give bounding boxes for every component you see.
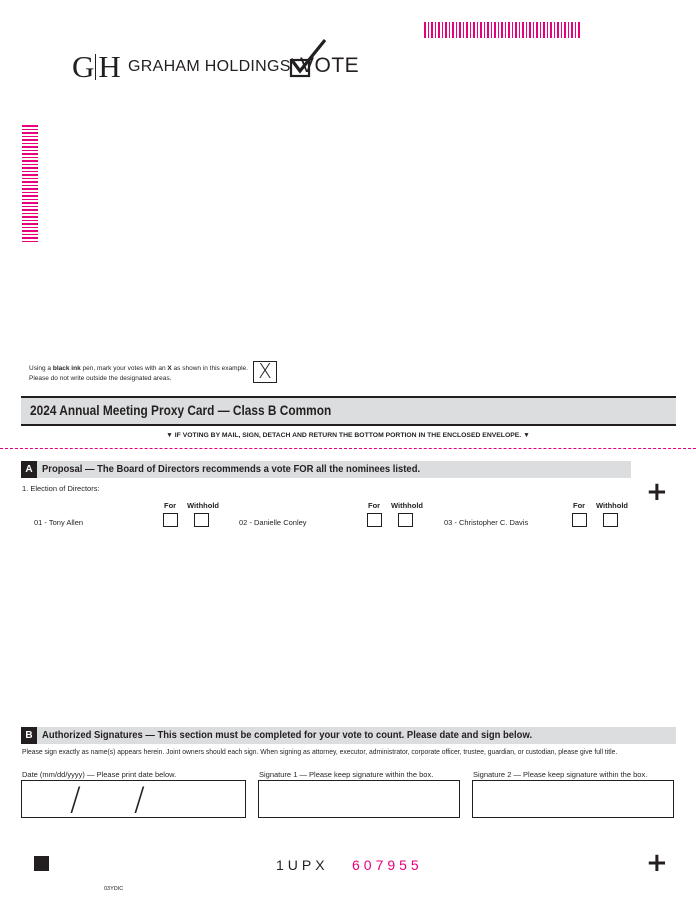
nominee-2-for-checkbox[interactable]	[367, 513, 382, 527]
section-a-heading: Proposal — The Board of Directors recommends a vote FOR all the nominees listed.	[42, 463, 421, 475]
footer-small-code: 03YDIC	[104, 886, 124, 892]
registration-plus-top: +	[646, 477, 668, 507]
election-label: 1. Election of Directors:	[22, 484, 100, 493]
vote-logo	[288, 38, 358, 80]
company-name: GRAHAM HOLDINGS	[128, 58, 291, 75]
card-title: 2024 Annual Meeting Proxy Card — Class B Common	[30, 403, 332, 418]
example-x-box: X	[253, 361, 277, 383]
section-b-heading: Authorized Signatures — This section must be completed for your vote to count. Please date and sign below.	[42, 729, 533, 741]
col-for-3: For	[573, 501, 586, 510]
registration-plus-bottom: +	[646, 848, 668, 878]
signing-instructions: Please sign exactly as name(s) appears herein. Joint owners should each sign. When signing as attorney, executor, administrator, corporate officer, trustee, guardian, or custodian, please give full title.	[22, 747, 618, 756]
form-number: 607955	[352, 857, 423, 873]
date-separator-1: /	[70, 780, 81, 818]
date-label: Date (mm/dd/yyyy) — Please print date below.	[22, 770, 177, 779]
nominee-3-for-checkbox[interactable]	[572, 513, 587, 527]
col-withhold-1: Withhold	[187, 501, 220, 510]
nominee-2: 02 - Danielle Conley	[239, 518, 307, 527]
col-withhold-3: Withhold	[596, 501, 629, 510]
nominee-2-withhold-checkbox[interactable]	[398, 513, 413, 527]
signature-2-label: Signature 2 — Please keep signature within the box.	[473, 770, 648, 779]
registration-square	[34, 856, 49, 871]
marking-instructions: Using a black ink pen, mark your votes with an X as shown in this example. Please do not write outside the designated areas.	[29, 365, 248, 382]
section-b-letter: B	[21, 727, 37, 744]
left-barcode	[22, 125, 38, 243]
nominee-3-withhold-checkbox[interactable]	[603, 513, 618, 527]
nominee-1: 01 - Tony Allen	[34, 518, 84, 527]
nominee-1-withhold-checkbox[interactable]	[194, 513, 209, 527]
nominee-1-for-checkbox[interactable]	[163, 513, 178, 527]
form-code: 1UPX	[276, 857, 329, 873]
col-for-2: For	[368, 501, 381, 510]
top-barcode	[424, 22, 580, 38]
date-separator-2: /	[134, 780, 145, 818]
col-withhold-2: Withhold	[391, 501, 424, 510]
col-for-1: For	[164, 501, 177, 510]
signature-2-field[interactable]	[472, 780, 674, 818]
gh-logo-mark: G H	[72, 49, 120, 84]
date-field[interactable]	[21, 780, 246, 818]
signature-1-label: Signature 1 — Please keep signature within the box.	[259, 770, 434, 779]
signature-1-field[interactable]	[258, 780, 460, 818]
nominee-3: 03 - Christopher C. Davis	[444, 518, 529, 527]
perforation-line	[0, 448, 696, 449]
vote-word: VOTE	[300, 54, 360, 77]
section-a-letter: A	[21, 461, 37, 478]
detach-notice: ▼ IF VOTING BY MAIL, SIGN, DETACH AND RETURN THE BOTTOM PORTION IN THE ENCLOSED ENVELOPE. ▼	[166, 432, 530, 439]
